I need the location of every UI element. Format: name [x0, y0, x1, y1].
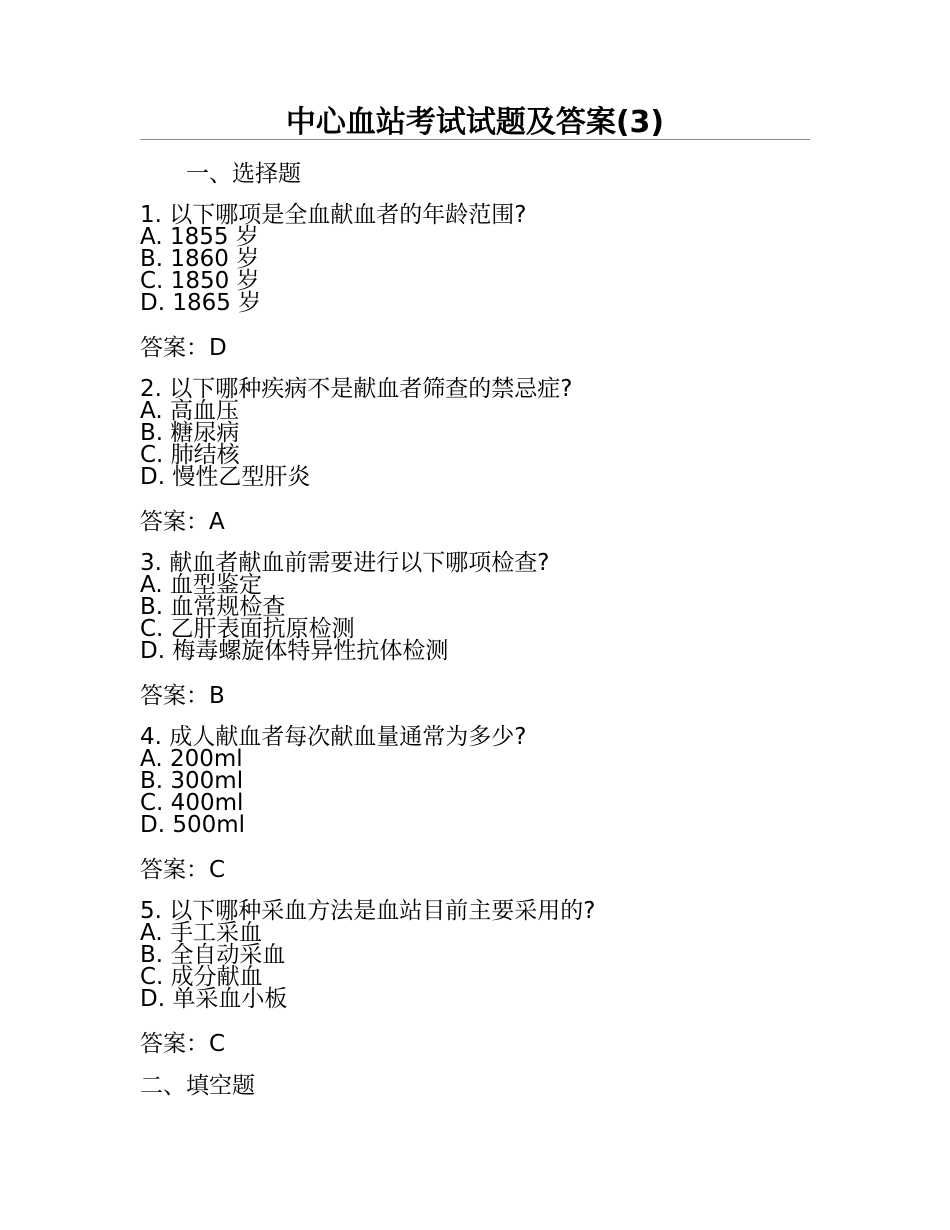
- option-d: D. 500ml: [140, 812, 246, 838]
- option-a: A. 1855 岁: [140, 224, 259, 250]
- question-2: [140, 378, 840, 488]
- section-heading-fill-in: 二、填空题: [140, 1073, 255, 1099]
- answer-2: 答案：A: [140, 509, 225, 535]
- option-a: A. 手工采血: [140, 920, 262, 946]
- option-c: C. 成分献血: [140, 964, 263, 990]
- option-d: D. 1865 岁: [140, 290, 262, 316]
- question-stem: 2. 以下哪种疾病不是献血者筛查的禁忌症?: [140, 376, 573, 402]
- question-stem: 1. 以下哪项是全血献血者的年龄范围?: [140, 202, 527, 228]
- option-a: A. 200ml: [140, 746, 243, 772]
- option-b: B. 1860 岁: [140, 246, 260, 272]
- section-heading-choice: 一、选择题: [186, 161, 301, 187]
- option-c: C. 乙肝表面抗原检测: [140, 616, 355, 642]
- option-c: C. 1850 岁: [140, 268, 260, 294]
- answer-1: 答案：D: [140, 335, 227, 361]
- question-stem: 5. 以下哪种采血方法是血站目前主要采用的?: [140, 898, 596, 924]
- option-b: B. 糖尿病: [140, 420, 240, 446]
- option-b: B. 血常规检查: [140, 594, 286, 620]
- question-stem: 4. 成人献血者每次献血量通常为多少?: [140, 724, 527, 750]
- question-4: [140, 726, 840, 836]
- option-d: D. 单采血小板: [140, 986, 288, 1012]
- option-c: C. 肺结核: [140, 442, 240, 468]
- option-c: C. 400ml: [140, 790, 244, 816]
- answer-3: 答案：B: [140, 683, 225, 709]
- question-3: [140, 552, 840, 662]
- question-1: [140, 204, 840, 314]
- option-b: B. 全自动采血: [140, 942, 286, 968]
- answer-4: 答案：C: [140, 857, 226, 883]
- question-stem: 3. 献血者献血前需要进行以下哪项检查?: [140, 550, 550, 576]
- option-d: D. 慢性乙型肝炎: [140, 464, 311, 490]
- option-a: A. 高血压: [140, 398, 239, 424]
- title-underline: [140, 139, 810, 140]
- option-d: D. 梅毒螺旋体特异性抗体检测: [140, 638, 449, 664]
- option-b: B. 300ml: [140, 768, 244, 794]
- option-a: A. 血型鉴定: [140, 572, 262, 598]
- question-5: [140, 900, 840, 1010]
- document-title: 中心血站考试试题及答案(3): [285, 105, 665, 140]
- answer-5: 答案：C: [140, 1031, 226, 1057]
